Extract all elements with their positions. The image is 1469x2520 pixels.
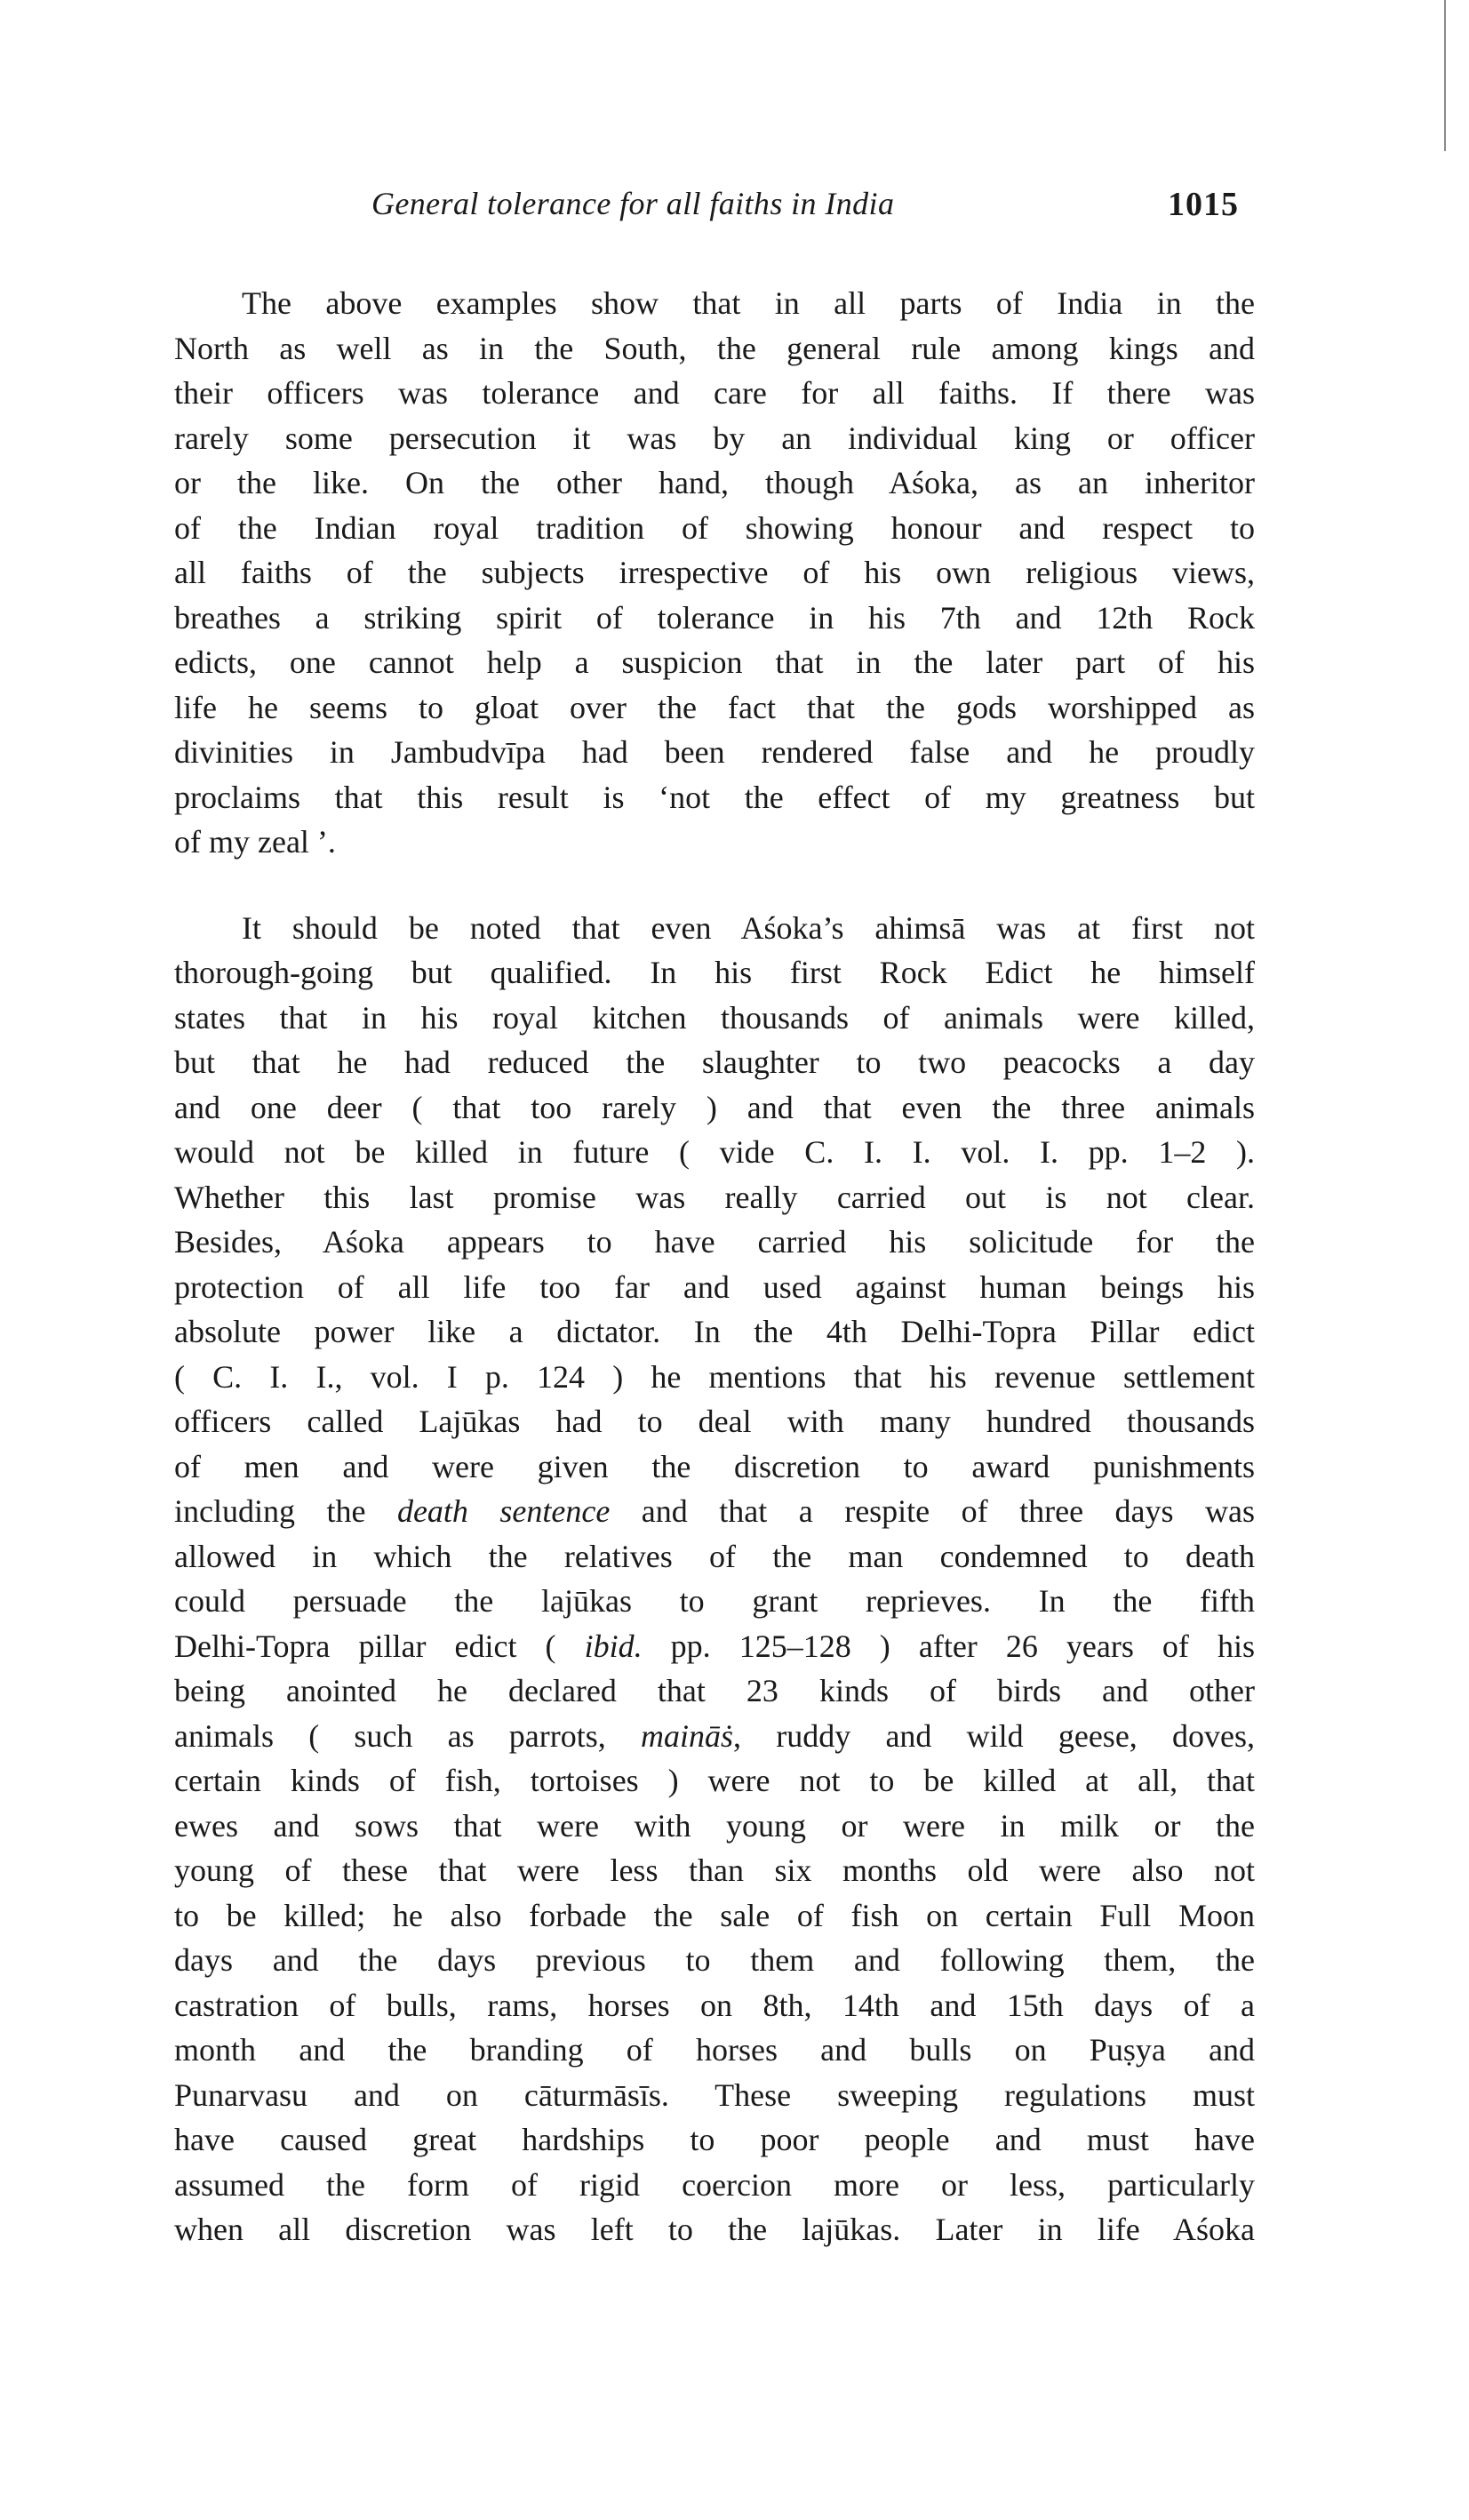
- text-line: [174, 1085, 1255, 1131]
- text-line: [174, 640, 1255, 685]
- text-run: have caused great hardships to poor people and must have: [174, 2122, 1255, 2157]
- text-line: [174, 596, 1255, 641]
- text-run: of the Indian royal tradition of showing honour and respect to: [174, 509, 1255, 546]
- text-run: month and the branding of horses and bulls on Puṣya and: [174, 2032, 1255, 2068]
- text-line: [174, 1983, 1255, 2028]
- text-run: all faiths of the subjects irrespective of his own religious views,: [174, 555, 1255, 590]
- paragraph: [174, 281, 1255, 865]
- running-title: General tolerance for all faiths in India: [371, 186, 895, 221]
- text-line: [174, 1175, 1255, 1220]
- text-line: [174, 2163, 1255, 2208]
- text-run: but that he had reduced the slaughter to two peacocks a day: [174, 1044, 1255, 1080]
- text-run: certain kinds of fish, tortoises ) were not to be killed at all, that: [174, 1763, 1255, 1798]
- text-line: [174, 2028, 1255, 2073]
- text-run: rarely some persecution it was by an individual king or officer: [174, 420, 1255, 456]
- text-run: to be killed; he also forbade the sale of fish on certain Full Moon: [174, 1897, 1255, 1933]
- text-run: proclaims that this result is ‘not the effect of my greatness but: [174, 779, 1255, 815]
- text-run: , ruddy and wild geese, doves,: [733, 1717, 1256, 1754]
- text-line: [174, 1804, 1255, 1849]
- text-run: ( C. I. I., vol. I p. 124 ) he mentions that his revenue settlement: [174, 1358, 1255, 1395]
- text-run: assumed the form of rigid coercion more or less, particularly: [174, 2166, 1255, 2203]
- text-run: thorough-going but qualified. In his first Rock Edict he himself: [174, 955, 1255, 990]
- text-line: [174, 1130, 1255, 1175]
- page-header: [174, 185, 1255, 238]
- text-line: [174, 1714, 1255, 1759]
- text-line: [174, 1355, 1255, 1400]
- text-run: The above examples show that in all parts of India in the: [242, 285, 1255, 321]
- text-run: states that in his royal kitchen thousands of animals were killed,: [174, 999, 1255, 1036]
- text-line: [174, 820, 1255, 865]
- text-run: their officers was tolerance and care for all faiths. If there was: [174, 375, 1255, 411]
- text-line: [174, 550, 1255, 596]
- text-line: [174, 950, 1255, 996]
- text-line: [174, 1893, 1255, 1939]
- text-run: ewes and sows that were with young or were in milk or the: [174, 1807, 1255, 1844]
- text-line: [174, 1265, 1255, 1310]
- text-run: edicts, one cannot help a suspicion that in the later part of his: [174, 644, 1255, 680]
- text-run: including the: [174, 1493, 397, 1529]
- text-run: pp. 125–128 ) after 26 years of his: [642, 1628, 1255, 1664]
- text-run: young of these that were less than six months old were also not: [174, 1852, 1255, 1888]
- text-line: [174, 730, 1255, 775]
- text-run: and that a respite of three days was: [610, 1493, 1256, 1529]
- text-run: or the like. On the other hand, though Aśoka, as an inheritor: [174, 465, 1255, 500]
- text-line: [174, 326, 1255, 372]
- text-line: [174, 460, 1255, 506]
- text-line: [174, 416, 1255, 461]
- text-run: absolute power like a dictator. In the 4th Delhi-Topra Pillar edict: [174, 1314, 1255, 1349]
- text-run: could persuade the lajūkas to grant reprieves. In the fifth: [174, 1583, 1255, 1619]
- text-run: being anointed he declared that 23 kinds of birds and other: [174, 1673, 1255, 1708]
- paragraph-gap: [174, 865, 1255, 906]
- page-number: 1015: [1168, 186, 1239, 223]
- text-run: of my zeal ’.: [174, 824, 336, 860]
- text-line: [174, 2117, 1255, 2163]
- page-edge-line: [1444, 0, 1446, 151]
- text-line: [174, 2073, 1255, 2118]
- text-run: of men and were given the discretion to award punishments: [174, 1448, 1255, 1484]
- text-line: [174, 506, 1255, 551]
- text-line: [174, 371, 1255, 416]
- italic-term: death sentence: [396, 1493, 611, 1529]
- text-run: life he seems to gloat over the fact that the gods worshipped as: [174, 689, 1255, 725]
- text-line: [174, 2207, 1255, 2252]
- text-line: [174, 1534, 1255, 1580]
- text-run: Besides, Aśoka appears to have carried his solicitude for the: [174, 1224, 1255, 1260]
- text-run: Punarvasu and on cāturmāsīs. These sweeping regulations must: [174, 2076, 1255, 2113]
- text-run: when all discretion was left to the lajūkas. Later in life Aśoka: [174, 2212, 1255, 2247]
- text-run: animals ( such as parrots,: [174, 1717, 641, 1754]
- text-line: [174, 685, 1255, 731]
- text-line: [174, 775, 1255, 820]
- text-run: days and the days previous to them and following them, the: [174, 1942, 1255, 1978]
- text-line: [174, 996, 1255, 1041]
- body-text: [174, 281, 1255, 2252]
- text-line: [174, 281, 1255, 326]
- paragraph: [174, 906, 1255, 2252]
- text-line: [174, 1668, 1255, 1714]
- text-line: [174, 1624, 1255, 1669]
- text-line: [174, 1444, 1255, 1490]
- italic-term: ibid.: [584, 1628, 643, 1664]
- text-run: breathes a striking spirit of tolerance in his 7th and 12th Rock: [174, 599, 1255, 636]
- text-line: [174, 1938, 1255, 1983]
- text-line: [174, 1309, 1255, 1355]
- text-run: castration of bulls, rams, horses on 8th, 14th and 15th days of a: [174, 1987, 1255, 2023]
- text-run: protection of all life too far and used against human beings his: [174, 1268, 1255, 1305]
- text-line: [174, 1758, 1255, 1804]
- text-run: North as well as in the South, the general rule among kings and: [174, 330, 1255, 366]
- text-line: [174, 1220, 1255, 1265]
- text-run: and one deer ( that too rarely ) and that even the three animals: [174, 1089, 1255, 1125]
- text-line: [174, 1040, 1255, 1085]
- italic-term: maināṡ: [641, 1717, 734, 1754]
- text-line: [174, 1579, 1255, 1624]
- text-run: would not be killed in future ( vide C. I. I. vol. I. pp. 1–2 ).: [174, 1134, 1255, 1170]
- text-run: Whether this last promise was really carried out is not clear.: [174, 1179, 1255, 1215]
- text-run: allowed in which the relatives of the man condemned to death: [174, 1538, 1255, 1574]
- text-line: [174, 1489, 1255, 1534]
- text-run: It should be noted that even Aśoka’s ahimsā was at first not: [242, 909, 1255, 946]
- text-run: divinities in Jambudvīpa had been rendered false and he proudly: [174, 734, 1255, 770]
- text-line: [174, 1848, 1255, 1893]
- text-run: Delhi-Topra pillar edict (: [174, 1628, 585, 1664]
- text-line: [174, 906, 1255, 951]
- text-line: [174, 1399, 1255, 1444]
- text-run: officers called Lajūkas had to deal with many hundred thousands: [174, 1404, 1255, 1439]
